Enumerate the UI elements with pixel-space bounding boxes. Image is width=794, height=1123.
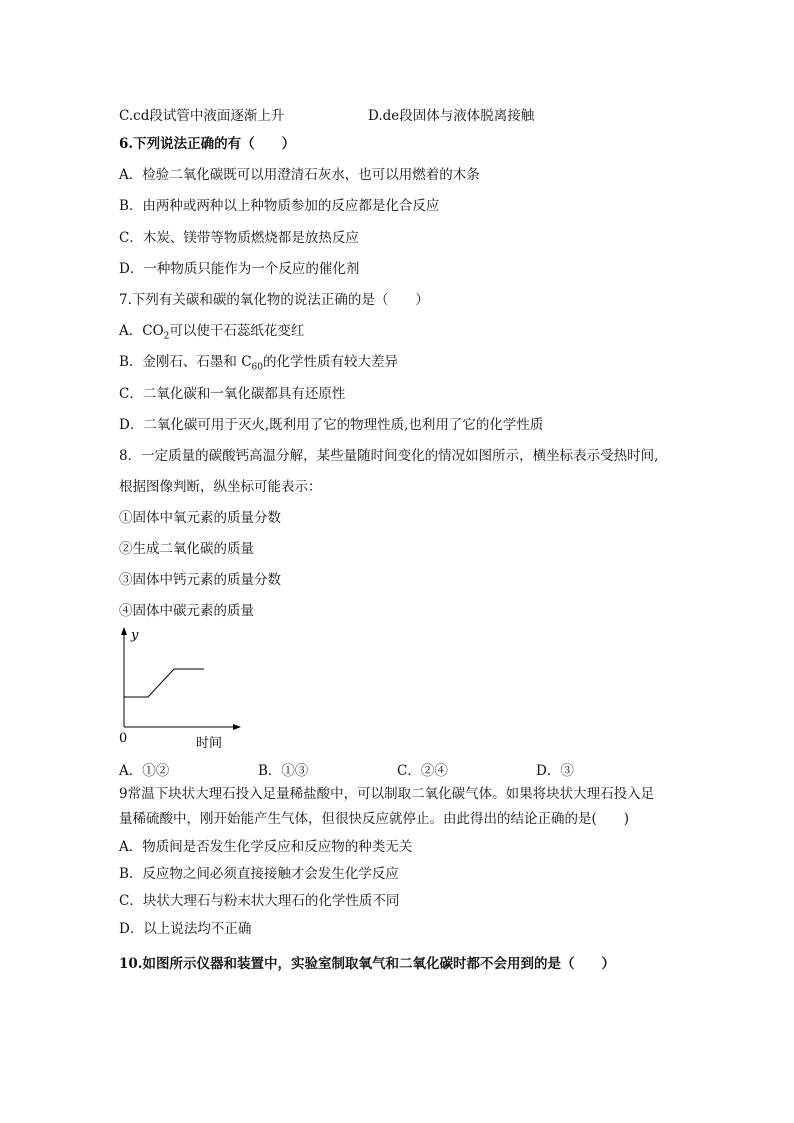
- q8-option-a: A．①②: [119, 763, 170, 779]
- q7-option-b: B．金刚石、石墨和 $C_{60}$的化学性质有较大差异: [119, 354, 398, 373]
- q8-stem-line1: 8．一定质量的碳酸钙高温分解，某些量随时间变化的情况如图所示，横坐标表示受热时间,: [119, 448, 659, 464]
- q10-stem: 10.如图所示仪器和装置中，实验室制取氧气和二氧化碳时都不会用到的是（ ）: [119, 956, 615, 972]
- graph-origin-label: 0: [119, 731, 128, 746]
- prev-option-d: D.de段固体与液体脱离接触: [368, 108, 535, 124]
- q7-option-a: A．$CO_2$可以使干石蕊纸花变红: [119, 323, 305, 342]
- q9-option-a: A．物质间是否发生化学反应和反应物的种类无关: [119, 839, 413, 855]
- q8-item-2: ②生成二氧化碳的质量: [119, 541, 254, 557]
- q6-option-b: B．由两种或两种以上种物质参加的反应都是化合反应: [119, 198, 440, 214]
- q6-option-a: A．检验二氧化碳既可以用澄清石灰水，也可以用燃着的木条: [119, 167, 480, 183]
- q6-stem: 6.下列说法正确的有（ ）: [119, 136, 296, 152]
- q9-option-d: D．以上说法均不正确: [119, 921, 252, 937]
- q9-stem-line2: 量稀硫酸中，刚开始能产生气体，但很快反应就停止。由此得出的结论正确的是( ): [119, 811, 630, 827]
- q8-item-4: ④固体中碳元素的质量: [119, 603, 254, 619]
- q8-graph: [112, 625, 242, 753]
- q8-item-3: ③固体中钙元素的质量分数: [119, 572, 281, 588]
- graph-curve: [124, 669, 204, 697]
- prev-option-c: C.cd段试管中液面逐渐上升: [119, 108, 285, 124]
- q7-option-d: D．二氧化碳可用于灭火,既利用了它的物理性质,也利用了它的化学性质: [119, 417, 544, 433]
- q7-stem: 7.下列有关碳和碳的氧化物的说法正确的是（ ）: [119, 292, 429, 308]
- q9-option-b: B．反应物之间必须直接接触才会发生化学反应: [119, 866, 399, 882]
- q9-stem-line1: 9常温下块状大理石投入足量稀盐酸中，可以制取二氧化碳气体。如果将块状大理石投入足: [119, 786, 655, 802]
- graph-y-label: y: [131, 628, 139, 643]
- q7-option-c: C．二氧化碳和一氧化碳都具有还原性: [119, 386, 346, 402]
- q6-option-d: D．一种物质只能作为一个反应的催化剂: [119, 261, 360, 277]
- graph-y-arrow: [121, 627, 127, 635]
- graph-x-arrow: [233, 724, 241, 730]
- q8-option-d: D．③: [536, 763, 574, 779]
- q6-option-c: C．木炭、镁带等物质燃烧都是放热反应: [119, 230, 359, 246]
- q8-item-1: ①固体中氧元素的质量分数: [119, 510, 281, 526]
- q9-option-c: C．块状大理石与粉末状大理石的化学性质不同: [119, 893, 400, 909]
- q8-option-c: C．②④: [397, 763, 448, 779]
- q8-stem-line2: 根据图像判断，纵坐标可能表示：: [119, 479, 322, 495]
- q8-option-b: B．①③: [258, 763, 309, 779]
- graph-x-label: 时间: [196, 736, 223, 751]
